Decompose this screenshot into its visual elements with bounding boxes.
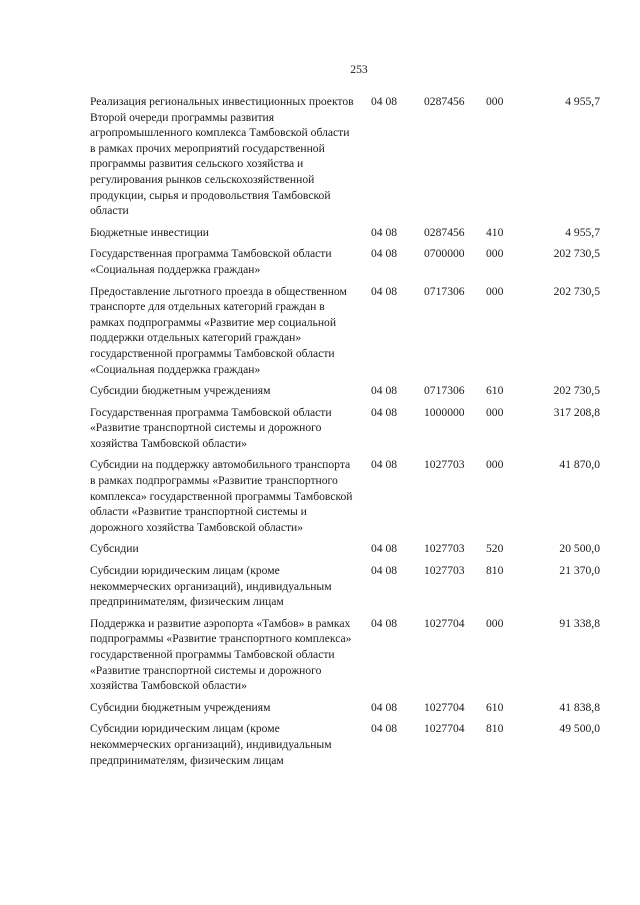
row-expense-type: 610 bbox=[486, 700, 504, 714]
table-row bbox=[90, 284, 600, 378]
row-article: 1027703 bbox=[424, 458, 465, 472]
table-row bbox=[90, 383, 600, 399]
row-section: 04 08 bbox=[371, 95, 398, 108]
page-number: 253 bbox=[350, 63, 368, 76]
row-expense-type: 610 bbox=[486, 384, 504, 398]
row-name: Поддержка и развитие аэропорта «Тамбов» в рамках подпрограммы «Развитие транспортного комплекса» государственной программы Тамбовской области «Развитие транспортной системы и дорожного хозяйства Тамбовской области» bbox=[90, 616, 352, 693]
row-name: Субсидии bbox=[90, 542, 139, 556]
row-section: 04 08 bbox=[371, 384, 398, 398]
row-article: 1000000 bbox=[424, 405, 465, 419]
row-amount: 202 730,5 bbox=[553, 384, 600, 398]
row-name: Субсидии на поддержку автомобильного транспорта в рамках подпрограммы «Развитие транспортного комплекса» государственной программы Тамбовской области «Развитие транспортной системы и дорожного хозяйства Тамбовской области» bbox=[90, 458, 353, 534]
row-article: 1027703 bbox=[424, 564, 465, 578]
row-expense-type: 000 bbox=[486, 247, 504, 261]
table-row bbox=[90, 563, 600, 610]
table-row bbox=[90, 721, 600, 768]
row-expense-type: 410 bbox=[486, 225, 504, 239]
row-article: 1027704 bbox=[424, 722, 465, 736]
row-name: Бюджетные инвестиции bbox=[90, 225, 210, 239]
row-name: Реализация региональных инвестиционных проектов Второй очереди программы развития агропромышленного комплекса Тамбовской области в рамках прочих мероприятий государственной программы развития сельского хозяйства и регулирования рынков сельскохозяйственной продукции, сырья и продовольствия Тамбовской области bbox=[90, 95, 354, 218]
row-amount: 202 730,5 bbox=[553, 247, 600, 261]
row-article: 1027704 bbox=[424, 700, 465, 714]
row-amount: 41 838,8 bbox=[559, 700, 600, 714]
table-row bbox=[90, 616, 600, 694]
row-section: 04 08 bbox=[371, 616, 398, 630]
row-name: Государственная программа Тамбовской области «Развитие транспортной системы и дорожного хозяйства Тамбовской области» bbox=[90, 405, 332, 450]
table-row bbox=[90, 541, 600, 557]
row-article: 1027703 bbox=[424, 542, 465, 556]
row-amount: 49 500,0 bbox=[559, 722, 600, 736]
row-amount: 91 338,8 bbox=[559, 616, 600, 630]
row-section: 04 08 bbox=[371, 700, 398, 714]
row-article: 0717306 bbox=[424, 284, 465, 298]
row-article: 0700000 bbox=[424, 247, 465, 261]
budget-table bbox=[90, 94, 600, 774]
row-expense-type: 000 bbox=[486, 458, 504, 472]
row-name: Предоставление льготного проезда в общественном транспорте для отдельных категорий граждан в рамках подпрограммы «Развитие мер социальной поддержки отдельных категорий граждан» государственной программы Тамбовской области «Социальная поддержка граждан» bbox=[90, 284, 347, 376]
row-section: 04 08 bbox=[371, 247, 398, 261]
row-section: 04 08 bbox=[371, 458, 398, 472]
row-section: 04 08 bbox=[371, 225, 398, 239]
row-article: 1027704 bbox=[424, 616, 465, 630]
row-name: Субсидии юридическим лицам (кроме некоммерческих организаций), индивидуальным предпринимателям, физическим лицам bbox=[90, 722, 332, 767]
row-name: Субсидии бюджетным учреждениям bbox=[90, 384, 271, 398]
row-expense-type: 520 bbox=[486, 542, 504, 556]
row-section: 04 08 bbox=[371, 284, 398, 298]
table-row bbox=[90, 457, 600, 535]
row-article: 0287456 bbox=[424, 95, 465, 108]
table-row bbox=[90, 225, 600, 241]
row-expense-type: 000 bbox=[486, 284, 504, 298]
table-row bbox=[90, 700, 600, 716]
table-row bbox=[90, 246, 600, 277]
row-article: 0287456 bbox=[424, 225, 465, 239]
row-amount: 20 500,0 bbox=[559, 542, 600, 556]
row-section: 04 08 bbox=[371, 564, 398, 578]
row-expense-type: 810 bbox=[486, 722, 504, 736]
row-amount: 4 955,7 bbox=[565, 225, 600, 239]
row-name: Субсидии бюджетным учреждениям bbox=[90, 700, 271, 714]
row-name: Субсидии юридическим лицам (кроме некоммерческих организаций), индивидуальным предпринимателям, физическим лицам bbox=[90, 564, 332, 609]
row-amount: 41 870,0 bbox=[559, 458, 600, 472]
row-amount: 202 730,5 bbox=[553, 284, 600, 298]
table-row bbox=[90, 405, 600, 452]
row-expense-type: 000 bbox=[486, 95, 504, 108]
row-expense-type: 000 bbox=[486, 616, 504, 630]
row-name: Государственная программа Тамбовской области «Социальная поддержка граждан» bbox=[90, 247, 332, 276]
row-article: 0717306 bbox=[424, 384, 465, 398]
row-section: 04 08 bbox=[371, 405, 398, 419]
row-amount: 21 370,0 bbox=[559, 564, 600, 578]
row-expense-type: 810 bbox=[486, 564, 504, 578]
row-amount: 317 208,8 bbox=[553, 405, 600, 419]
row-expense-type: 000 bbox=[486, 405, 504, 419]
row-section: 04 08 bbox=[371, 722, 398, 736]
table-row bbox=[90, 94, 600, 219]
row-amount: 4 955,7 bbox=[565, 95, 600, 108]
row-section: 04 08 bbox=[371, 542, 398, 556]
